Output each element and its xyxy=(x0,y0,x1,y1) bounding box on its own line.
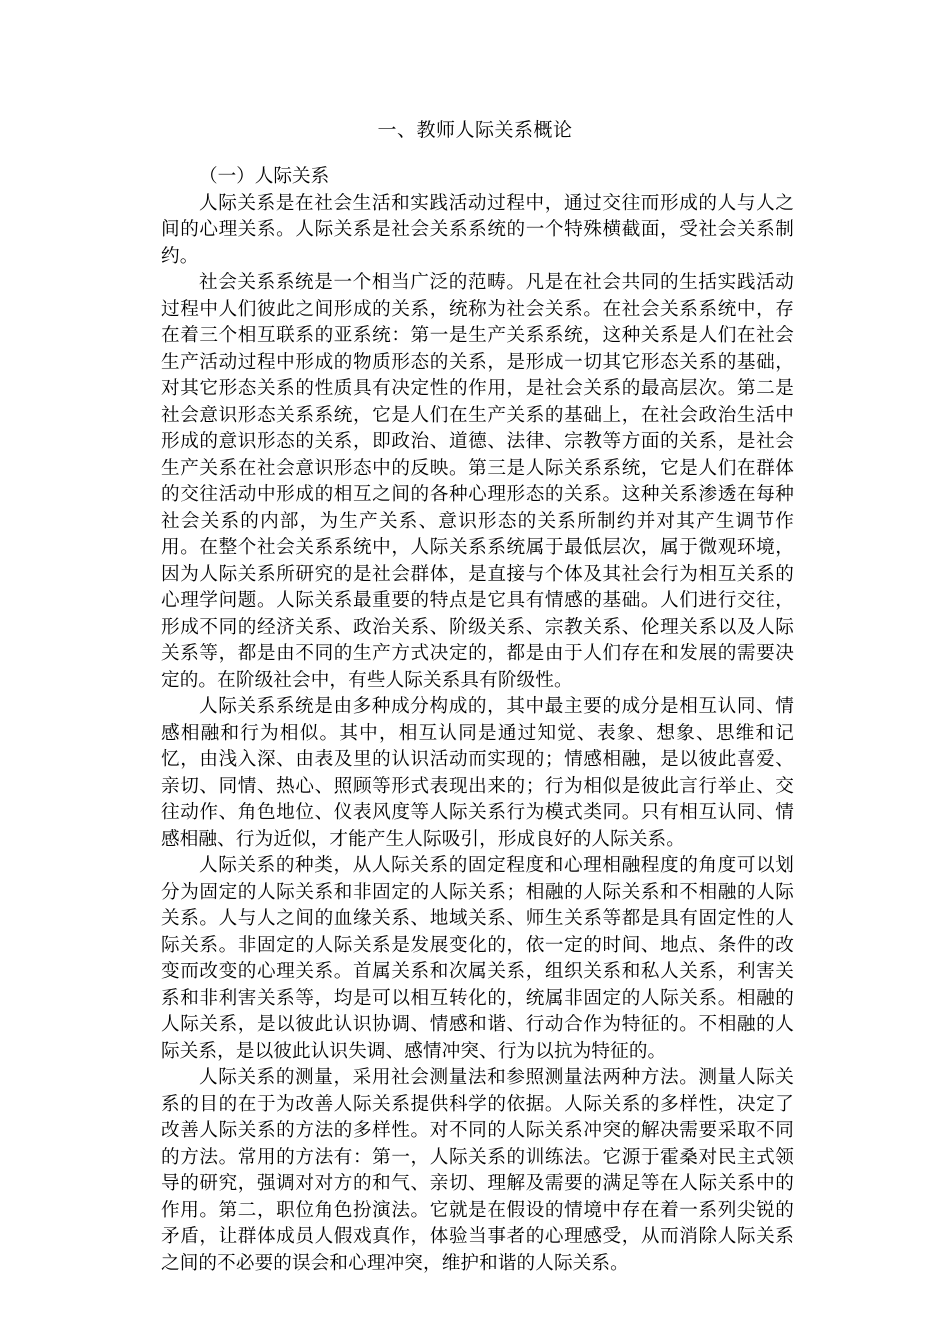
document-body xyxy=(161,164,794,1277)
section-heading: （一）人际关系 xyxy=(199,166,330,187)
paragraph-components: 人际关系系统是由多种成分构成的，其中最主要的成分是相互认同、情感相融和行为相似。其中，相互认同是通过知觉、表象、想象、思维和记忆，由浅入深、由表及里的认识活动而实现的；情感相融，是以彼此喜爱、亲切、同情、热心、照顾等形式表现出来的；行为相似是彼此言行举止、交往动作、角色地位、仪表风度等人际关系行为模式类同。只有相互认同、情感相融、行为近似，才能产生人际吸引，形成良好的人际关系。 xyxy=(161,696,794,850)
paragraph-social-relations-system: 社会关系系统是一个相当广泛的范畴。凡是在社会共同的生括实践活动过程中人们彼此之间形成的关系，统称为社会关系。在社会关系系统中，存在着三个相互联系的亚系统：第一是生产关系系统，这种关系是人们在社会生产活动过程中形成的物质形态的关系，是形成一切其它形态关系的基础，对其它形态关系的性质具有决定性的作用，是社会关系的最高层次。第二是社会意识形态关系系统，它是人们在生产关系的基础上，在社会政治生活中形成的意识形态的关系，即政治、道德、法律、宗教等方面的关系，是社会生产关系在社会意识形态中的反映。第三是人际关系系统，它是人们在群体的交往活动中形成的相互之间的各种心理形态的关系。这种关系渗透在每种社会关系的内部，为生产关系、意识形态的关系所制约并对其产生调节作用。在整个社会关系系统中，人际关系系统属于最低层次，属于微观环境，因为人际关系所研究的是社会群体，是直接与个体及其社会行为相互关系的心理学问题。人际关系最重要的特点是它具有情感的基础。人们进行交往，形成不同的经济关系、政治关系、阶级关系、宗教关系、伦理关系以及人际关系等，都是由不同的生产方式决定的，都是由于人们存在和发展的需要决定的。在阶级社会中，有些人际关系具有阶级性。 xyxy=(161,272,794,691)
paragraph-definition: 人际关系是在社会生活和实践活动过程中，通过交往而形成的人与人之间的心理关系。人际关系是社会关系系统的一个特殊横截面，受社会关系制约。 xyxy=(161,192,794,267)
paragraph-types: 人际关系的种类，从人际关系的固定程度和心理相融程度的角度可以划分为固定的人际关系和非固定的人际关系；相融的人际关系和不相融的人际关系。人与人之间的血缘关系、地域关系、师生关系等都是具有固定性的人际关系。非固定的人际关系是发展变化的，依一定的时间、地点、条件的改变而改变的心理关系。首属关系和次属关系，组织关系和私人关系，利害关系和非利害关系等，均是可以相互转化的，统属非固定的人际关系。相融的人际关系，是以彼此认识协调、情感和谐、行动合作为特征的。不相融的人际关系，是以彼此认识失调、感情冲突、行为以抗为特征的。 xyxy=(161,855,794,1062)
paragraph-measurement: 人际关系的测量，采用社会测量法和参照测量法两种方法。测量人际关系的目的在于为改善人际关系提供科学的依据。人际关系的多样性，决定了改善人际关系的方法的多样性。对不同的人际关系冲突的解决需要采取不同的方法。常用的方法有：第一，人际关系的训练法。它源于霍桑对民主式领导的研究，强调对对方的和气、亲切、理解及需要的满足等在人际关系中的作用。第二，职位角色扮演法。它就是在假设的情境中存在着一系列尖锐的矛盾，让群体成员人假戏真作，体验当事者的心理感受，从而消除人际关系之间的不必要的误会和心理冲突，维护和谐的人际关系。 xyxy=(161,1067,794,1274)
document-title: 一、教师人际关系概论 xyxy=(377,119,573,141)
